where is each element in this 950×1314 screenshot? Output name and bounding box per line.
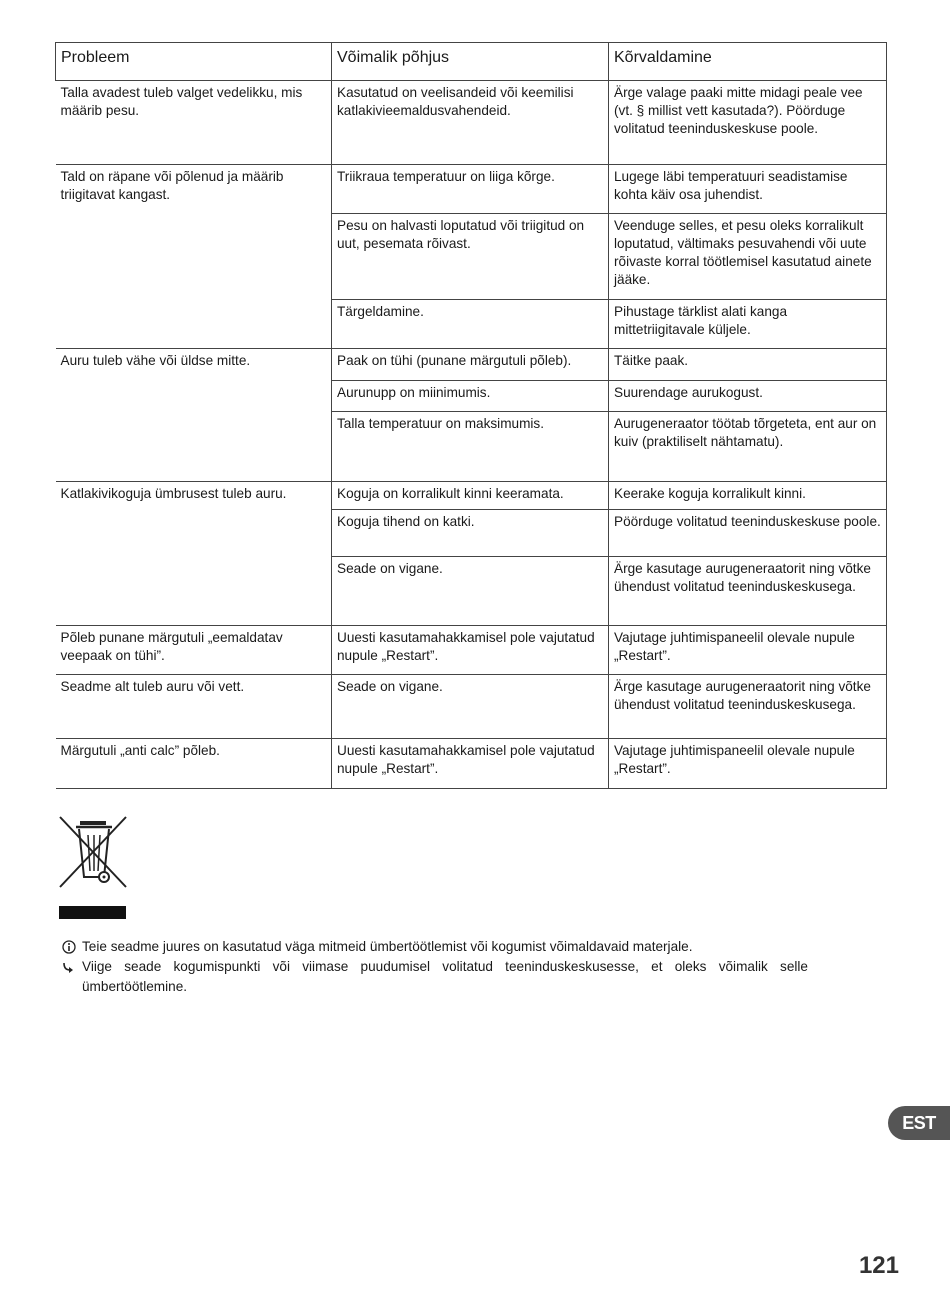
fix-cell: Ärge valage paaki mitte midagi peale vee (vt. § millist vett kasutada?). Pöörduge volitatud teeninduskeskuse poole. xyxy=(609,81,887,165)
cause-cell: Aurunupp on miinimumis. xyxy=(332,381,609,412)
info-icon xyxy=(62,937,82,957)
fix-cell: Aurugeneraator töötab tõrgeteta, ent aur on kuiv (praktiliselt nähtamatu). xyxy=(609,412,887,482)
fix-cell: Pöörduge volitatud teeninduskeskuse poole. xyxy=(609,510,887,557)
fix-cell: Ärge kasutage aurugeneraatorit ning võtke ühendust volitatud teeninduskeskusega. xyxy=(609,675,887,739)
cause-cell: Koguja on korralikult kinni keeramata. xyxy=(332,482,609,510)
cause-cell: Triikraua temperatuur on liiga kõrge. xyxy=(332,165,609,214)
cause-cell: Seade on vigane. xyxy=(332,557,609,626)
cause-cell: Uuesti kasutamahakkamisel pole vajutatud nupule „Restart”. xyxy=(332,626,609,675)
fix-cell: Vajutage juhtimispaneelil olevale nupule „Restart”. xyxy=(609,626,887,675)
fix-cell: Vajutage juhtimispaneelil olevale nupule „Restart”. xyxy=(609,739,887,789)
problem-cell: Põleb punane märgutuli „eemaldatav veepaak on tühi”. xyxy=(56,626,332,675)
troubleshooting-table xyxy=(55,42,887,789)
table-row xyxy=(56,739,887,789)
header-problem: Probleem xyxy=(56,43,332,81)
cause-cell: Tärgeldamine. xyxy=(332,300,609,349)
language-badge: EST xyxy=(888,1106,950,1140)
cause-cell: Koguja tihend on katki. xyxy=(332,510,609,557)
problem-cell: Talla avadest tuleb valget vedelikku, mis määrib pesu. xyxy=(56,81,332,165)
fix-cell: Suurendage aurukogust. xyxy=(609,381,887,412)
fix-cell: Lugege läbi temperatuuri seadistamise kohta käiv osa juhendist. xyxy=(609,165,887,214)
cause-cell: Uuesti kasutamahakkamisel pole vajutatud nupule „Restart”. xyxy=(332,739,609,789)
problem-cell: Seadme alt tuleb auru või vett. xyxy=(56,675,332,739)
note-text: Teie seadme juures on kasutatud väga mitmeid ümbertöötlemist või kogumist võimaldavaid materjale. xyxy=(82,939,693,954)
cause-cell: Pesu on halvasti loputatud või triigitud on uut, pesemata rõivast. xyxy=(332,214,609,300)
table-header-row xyxy=(56,43,887,81)
fix-cell: Täitke paak. xyxy=(609,349,887,381)
cause-cell: Paak on tühi (punane märgutuli põleb). xyxy=(332,349,609,381)
header-cause: Võimalik põhjus xyxy=(332,43,609,81)
problem-cell: Auru tuleb vähe või üldse mitte. xyxy=(56,349,332,482)
header-fix: Kõrvaldamine xyxy=(609,43,887,81)
fix-cell: Pihustage tärklist alati kanga mittetriigitavale küljele. xyxy=(609,300,887,349)
note-text: Viige seade kogumispunkti või viimase puudumisel volitatud teeninduskeskusesse, et oleks võimalik selle ümbertöötlemine. xyxy=(82,959,808,994)
cause-cell: Kasutatud on veelisandeid või keemilisi katlakivieemaldusvahendeid. xyxy=(332,81,609,165)
problem-cell: Katlakivikoguja ümbrusest tuleb auru. xyxy=(56,482,332,626)
table-row xyxy=(56,675,887,739)
problem-cell: Tald on räpane või põlenud ja määrib triigitavat kangast. xyxy=(56,165,332,349)
fix-cell: Keerake koguja korralikult kinni. xyxy=(609,482,887,510)
table-row xyxy=(56,482,887,510)
note-item xyxy=(62,957,808,997)
fix-cell: Veenduge selles, et pesu oleks korralikult loputatud, vältimaks pesuvahendi või uute rõivaste korral töötlemisel kasutatud ainete jääke. xyxy=(609,214,887,300)
table-row xyxy=(56,81,887,165)
note-item xyxy=(62,937,808,957)
problem-cell: Märgutuli „anti calc” põleb. xyxy=(56,739,332,789)
page-number: 121 xyxy=(858,1252,899,1279)
table-row xyxy=(56,349,887,381)
cause-cell: Talla temperatuur on maksimumis. xyxy=(332,412,609,482)
weee-crossed-bin-icon xyxy=(58,815,128,921)
table-row xyxy=(56,165,887,214)
arrow-right-icon xyxy=(62,957,82,977)
fix-cell: Ärge kasutage aurugeneraatorit ning võtke ühendust volitatud teeninduskeskusega. xyxy=(609,557,887,626)
cause-cell: Seade on vigane. xyxy=(332,675,609,739)
table-row xyxy=(56,626,887,675)
recycling-notes xyxy=(62,937,808,997)
